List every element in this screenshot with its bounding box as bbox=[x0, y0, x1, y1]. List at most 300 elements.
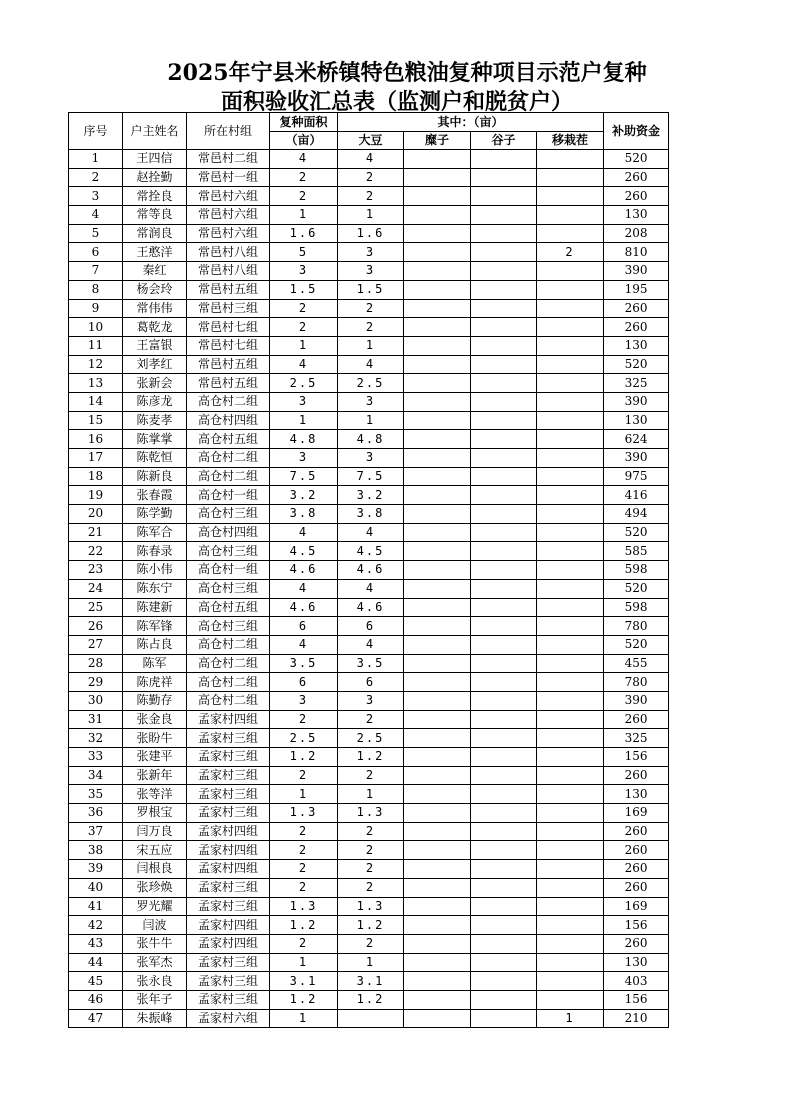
table-row bbox=[69, 299, 669, 318]
cell-area: 4.6 bbox=[270, 561, 338, 580]
document-title-line2: 面积验收汇总表（监测户和脱贫户） bbox=[220, 89, 573, 115]
table-row bbox=[69, 860, 669, 879]
cell-name: 常润良 bbox=[123, 224, 187, 243]
cell-transplant bbox=[537, 299, 604, 318]
cell-name: 陈军 bbox=[123, 654, 187, 673]
cell-area: 1 bbox=[270, 336, 338, 355]
cell-millet-mz bbox=[404, 579, 471, 598]
cell-transplant bbox=[537, 990, 604, 1009]
table-row bbox=[69, 729, 669, 748]
table-row bbox=[69, 243, 669, 262]
cell-soy: 1 bbox=[338, 953, 404, 972]
table-body bbox=[69, 150, 669, 1028]
cell-area: 2 bbox=[270, 841, 338, 860]
cell-soy: 4.6 bbox=[338, 598, 404, 617]
cell-name: 王四信 bbox=[123, 150, 187, 169]
header-seq: 序号 bbox=[69, 113, 123, 150]
cell-name: 常伟伟 bbox=[123, 299, 187, 318]
cell-millet-mz bbox=[404, 374, 471, 393]
cell-millet-mz bbox=[404, 841, 471, 860]
cell-soy: 4.6 bbox=[338, 561, 404, 580]
header-area-unit: （亩） bbox=[270, 132, 338, 150]
cell-millet-mz bbox=[404, 561, 471, 580]
cell-transplant bbox=[537, 804, 604, 823]
cell-millet-mz bbox=[404, 804, 471, 823]
cell-village: 高仓村二组 bbox=[187, 673, 270, 692]
cell-area: 3.1 bbox=[270, 972, 338, 991]
cell-transplant bbox=[537, 897, 604, 916]
cell-seq: 31 bbox=[69, 710, 123, 729]
cell-millet-gz bbox=[471, 766, 537, 785]
cell-transplant bbox=[537, 841, 604, 860]
cell-millet-gz bbox=[471, 168, 537, 187]
cell-millet-mz bbox=[404, 748, 471, 767]
cell-name: 闫波 bbox=[123, 916, 187, 935]
cell-area: 6 bbox=[270, 617, 338, 636]
cell-name: 张新会 bbox=[123, 374, 187, 393]
cell-millet-mz bbox=[404, 318, 471, 337]
cell-transplant bbox=[537, 710, 604, 729]
cell-transplant bbox=[537, 617, 604, 636]
cell-transplant bbox=[537, 878, 604, 897]
cell-subsidy: 598 bbox=[604, 561, 669, 580]
cell-soy: 3.1 bbox=[338, 972, 404, 991]
cell-transplant bbox=[537, 411, 604, 430]
cell-seq: 34 bbox=[69, 766, 123, 785]
cell-millet-mz bbox=[404, 542, 471, 561]
cell-transplant bbox=[537, 579, 604, 598]
cell-seq: 3 bbox=[69, 187, 123, 206]
cell-village: 高仓村一组 bbox=[187, 561, 270, 580]
cell-name: 常等良 bbox=[123, 206, 187, 225]
table-row bbox=[69, 206, 669, 225]
cell-soy: 3 bbox=[338, 262, 404, 281]
cell-village: 常邑村七组 bbox=[187, 336, 270, 355]
cell-millet-gz bbox=[471, 467, 537, 486]
cell-soy: 7.5 bbox=[338, 467, 404, 486]
cell-millet-mz bbox=[404, 449, 471, 468]
cell-soy: 2 bbox=[338, 187, 404, 206]
cell-name: 陈占良 bbox=[123, 635, 187, 654]
cell-seq: 29 bbox=[69, 673, 123, 692]
cell-millet-mz bbox=[404, 168, 471, 187]
cell-millet-mz bbox=[404, 766, 471, 785]
table-row bbox=[69, 168, 669, 187]
cell-area: 1 bbox=[270, 1009, 338, 1028]
cell-millet-gz bbox=[471, 224, 537, 243]
cell-seq: 18 bbox=[69, 467, 123, 486]
cell-subsidy: 169 bbox=[604, 897, 669, 916]
cell-soy: 2 bbox=[338, 766, 404, 785]
table-row bbox=[69, 598, 669, 617]
cell-subsidy: 325 bbox=[604, 729, 669, 748]
cell-transplant bbox=[537, 150, 604, 169]
cell-village: 孟家村四组 bbox=[187, 860, 270, 879]
header-transplant: 移栽茬 bbox=[537, 132, 604, 150]
cell-village: 孟家村六组 bbox=[187, 1009, 270, 1028]
cell-transplant bbox=[537, 374, 604, 393]
table-row bbox=[69, 878, 669, 897]
cell-millet-gz bbox=[471, 897, 537, 916]
cell-millet-mz bbox=[404, 187, 471, 206]
cell-subsidy: 390 bbox=[604, 262, 669, 281]
cell-subsidy: 260 bbox=[604, 860, 669, 879]
cell-millet-gz bbox=[471, 822, 537, 841]
cell-area: 1.2 bbox=[270, 916, 338, 935]
cell-village: 孟家村三组 bbox=[187, 953, 270, 972]
cell-soy: 4 bbox=[338, 579, 404, 598]
cell-millet-mz bbox=[404, 224, 471, 243]
cell-transplant bbox=[537, 953, 604, 972]
cell-seq: 44 bbox=[69, 953, 123, 972]
cell-subsidy: 156 bbox=[604, 916, 669, 935]
cell-subsidy: 260 bbox=[604, 187, 669, 206]
cell-area: 2 bbox=[270, 766, 338, 785]
cell-millet-gz bbox=[471, 336, 537, 355]
cell-village: 常邑村一组 bbox=[187, 168, 270, 187]
cell-millet-gz bbox=[471, 953, 537, 972]
cell-village: 高仓村五组 bbox=[187, 598, 270, 617]
cell-subsidy: 520 bbox=[604, 523, 669, 542]
cell-name: 张年子 bbox=[123, 990, 187, 1009]
cell-soy: 3 bbox=[338, 691, 404, 710]
cell-soy: 1.2 bbox=[338, 990, 404, 1009]
cell-transplant bbox=[537, 598, 604, 617]
cell-soy: 3.2 bbox=[338, 486, 404, 505]
cell-area: 7.5 bbox=[270, 467, 338, 486]
cell-millet-gz bbox=[471, 262, 537, 281]
cell-millet-gz bbox=[471, 430, 537, 449]
cell-millet-mz bbox=[404, 243, 471, 262]
cell-millet-gz bbox=[471, 561, 537, 580]
cell-village: 孟家村四组 bbox=[187, 710, 270, 729]
cell-village: 常邑村二组 bbox=[187, 150, 270, 169]
cell-soy bbox=[338, 1009, 404, 1028]
cell-seq: 8 bbox=[69, 280, 123, 299]
cell-name: 陈春录 bbox=[123, 542, 187, 561]
cell-subsidy: 325 bbox=[604, 374, 669, 393]
cell-subsidy: 598 bbox=[604, 598, 669, 617]
cell-soy: 4 bbox=[338, 635, 404, 654]
summary-table bbox=[68, 112, 669, 1028]
cell-soy: 3.5 bbox=[338, 654, 404, 673]
cell-name: 张永良 bbox=[123, 972, 187, 991]
cell-name: 张军杰 bbox=[123, 953, 187, 972]
cell-millet-gz bbox=[471, 318, 537, 337]
cell-transplant bbox=[537, 187, 604, 206]
cell-subsidy: 260 bbox=[604, 168, 669, 187]
cell-subsidy: 390 bbox=[604, 392, 669, 411]
cell-subsidy: 169 bbox=[604, 804, 669, 823]
cell-name: 陈建新 bbox=[123, 598, 187, 617]
cell-transplant bbox=[537, 748, 604, 767]
document-title-line1: 2025年宁县米桥镇特色粮油复种项目示范户复种 bbox=[167, 60, 647, 86]
cell-soy: 2 bbox=[338, 822, 404, 841]
cell-millet-gz bbox=[471, 1009, 537, 1028]
cell-name: 常拴良 bbox=[123, 187, 187, 206]
cell-village: 高仓村二组 bbox=[187, 654, 270, 673]
cell-village: 常邑村六组 bbox=[187, 206, 270, 225]
cell-transplant bbox=[537, 822, 604, 841]
cell-name: 罗光耀 bbox=[123, 897, 187, 916]
cell-area: 1.3 bbox=[270, 897, 338, 916]
cell-area: 4.5 bbox=[270, 542, 338, 561]
cell-name: 陈新良 bbox=[123, 467, 187, 486]
cell-transplant bbox=[537, 318, 604, 337]
cell-seq: 9 bbox=[69, 299, 123, 318]
cell-soy: 2 bbox=[338, 934, 404, 953]
table-row bbox=[69, 392, 669, 411]
cell-subsidy: 780 bbox=[604, 617, 669, 636]
cell-village: 常邑村六组 bbox=[187, 187, 270, 206]
cell-subsidy: 494 bbox=[604, 505, 669, 524]
cell-seq: 25 bbox=[69, 598, 123, 617]
cell-village: 高仓村四组 bbox=[187, 523, 270, 542]
cell-subsidy: 455 bbox=[604, 654, 669, 673]
table-row bbox=[69, 654, 669, 673]
cell-area: 1.3 bbox=[270, 804, 338, 823]
cell-area: 2 bbox=[270, 318, 338, 337]
table-row bbox=[69, 748, 669, 767]
cell-subsidy: 403 bbox=[604, 972, 669, 991]
cell-area: 2 bbox=[270, 710, 338, 729]
cell-transplant bbox=[537, 505, 604, 524]
cell-transplant bbox=[537, 280, 604, 299]
table-row bbox=[69, 150, 669, 169]
cell-subsidy: 195 bbox=[604, 280, 669, 299]
cell-name: 张春霞 bbox=[123, 486, 187, 505]
cell-village: 常邑村三组 bbox=[187, 299, 270, 318]
cell-soy: 3 bbox=[338, 449, 404, 468]
cell-village: 常邑村八组 bbox=[187, 243, 270, 262]
table-row bbox=[69, 262, 669, 281]
cell-seq: 33 bbox=[69, 748, 123, 767]
cell-area: 2 bbox=[270, 822, 338, 841]
cell-millet-mz bbox=[404, 467, 471, 486]
cell-area: 2.5 bbox=[270, 729, 338, 748]
cell-subsidy: 585 bbox=[604, 542, 669, 561]
cell-village: 高仓村三组 bbox=[187, 505, 270, 524]
cell-millet-gz bbox=[471, 280, 537, 299]
cell-area: 2 bbox=[270, 299, 338, 318]
cell-soy: 1.2 bbox=[338, 916, 404, 935]
cell-millet-gz bbox=[471, 187, 537, 206]
table-row bbox=[69, 374, 669, 393]
cell-millet-mz bbox=[404, 411, 471, 430]
cell-millet-gz bbox=[471, 150, 537, 169]
cell-seq: 21 bbox=[69, 523, 123, 542]
cell-area: 2.5 bbox=[270, 374, 338, 393]
cell-seq: 36 bbox=[69, 804, 123, 823]
cell-area: 2 bbox=[270, 860, 338, 879]
cell-village: 高仓村三组 bbox=[187, 579, 270, 598]
cell-transplant bbox=[537, 729, 604, 748]
cell-subsidy: 130 bbox=[604, 785, 669, 804]
cell-village: 孟家村四组 bbox=[187, 934, 270, 953]
cell-village: 高仓村三组 bbox=[187, 617, 270, 636]
table-row bbox=[69, 486, 669, 505]
cell-millet-mz bbox=[404, 691, 471, 710]
cell-millet-gz bbox=[471, 841, 537, 860]
cell-millet-mz bbox=[404, 1009, 471, 1028]
cell-millet-mz bbox=[404, 860, 471, 879]
cell-village: 高仓村二组 bbox=[187, 691, 270, 710]
cell-village: 常邑村八组 bbox=[187, 262, 270, 281]
cell-millet-gz bbox=[471, 505, 537, 524]
cell-area: 4.8 bbox=[270, 430, 338, 449]
cell-area: 1.6 bbox=[270, 224, 338, 243]
cell-name: 陈掌掌 bbox=[123, 430, 187, 449]
table-row bbox=[69, 953, 669, 972]
cell-soy: 1.2 bbox=[338, 748, 404, 767]
cell-millet-mz bbox=[404, 673, 471, 692]
cell-transplant bbox=[537, 654, 604, 673]
cell-subsidy: 260 bbox=[604, 934, 669, 953]
cell-name: 张新年 bbox=[123, 766, 187, 785]
table-row bbox=[69, 187, 669, 206]
cell-seq: 16 bbox=[69, 430, 123, 449]
cell-village: 高仓村三组 bbox=[187, 542, 270, 561]
cell-village: 孟家村三组 bbox=[187, 972, 270, 991]
cell-millet-gz bbox=[471, 486, 537, 505]
cell-soy: 2 bbox=[338, 860, 404, 879]
cell-subsidy: 520 bbox=[604, 635, 669, 654]
cell-millet-mz bbox=[404, 934, 471, 953]
cell-soy: 1.6 bbox=[338, 224, 404, 243]
cell-area: 1 bbox=[270, 411, 338, 430]
cell-area: 4 bbox=[270, 579, 338, 598]
cell-transplant: 2 bbox=[537, 243, 604, 262]
cell-millet-gz bbox=[471, 206, 537, 225]
cell-millet-mz bbox=[404, 635, 471, 654]
cell-transplant: 1 bbox=[537, 1009, 604, 1028]
cell-seq: 41 bbox=[69, 897, 123, 916]
cell-soy: 1 bbox=[338, 336, 404, 355]
cell-millet-gz bbox=[471, 710, 537, 729]
table-row bbox=[69, 785, 669, 804]
cell-soy: 1 bbox=[338, 411, 404, 430]
cell-millet-mz bbox=[404, 206, 471, 225]
table-row bbox=[69, 318, 669, 337]
header-subsidy: 补助资金 bbox=[604, 113, 669, 150]
cell-transplant bbox=[537, 972, 604, 991]
cell-millet-gz bbox=[471, 878, 537, 897]
cell-area: 3 bbox=[270, 392, 338, 411]
cell-transplant bbox=[537, 691, 604, 710]
cell-village: 孟家村三组 bbox=[187, 804, 270, 823]
cell-transplant bbox=[537, 542, 604, 561]
cell-transplant bbox=[537, 168, 604, 187]
table-row bbox=[69, 841, 669, 860]
cell-seq: 6 bbox=[69, 243, 123, 262]
cell-seq: 14 bbox=[69, 392, 123, 411]
table-row bbox=[69, 916, 669, 935]
cell-seq: 40 bbox=[69, 878, 123, 897]
cell-millet-mz bbox=[404, 505, 471, 524]
cell-seq: 15 bbox=[69, 411, 123, 430]
cell-name: 朱振峰 bbox=[123, 1009, 187, 1028]
cell-transplant bbox=[537, 355, 604, 374]
cell-millet-mz bbox=[404, 598, 471, 617]
cell-area: 4 bbox=[270, 355, 338, 374]
cell-millet-gz bbox=[471, 804, 537, 823]
cell-seq: 45 bbox=[69, 972, 123, 991]
cell-area: 5 bbox=[270, 243, 338, 262]
cell-village: 高仓村二组 bbox=[187, 449, 270, 468]
table-row bbox=[69, 523, 669, 542]
cell-millet-mz bbox=[404, 822, 471, 841]
cell-subsidy: 130 bbox=[604, 411, 669, 430]
cell-soy: 1 bbox=[338, 206, 404, 225]
cell-seq: 28 bbox=[69, 654, 123, 673]
cell-millet-mz bbox=[404, 299, 471, 318]
header-name: 户主姓名 bbox=[123, 113, 187, 150]
cell-name: 张珍焕 bbox=[123, 878, 187, 897]
cell-name: 秦红 bbox=[123, 262, 187, 281]
cell-subsidy: 260 bbox=[604, 766, 669, 785]
cell-area: 4 bbox=[270, 635, 338, 654]
cell-subsidy: 624 bbox=[604, 430, 669, 449]
cell-transplant bbox=[537, 336, 604, 355]
cell-village: 常邑村五组 bbox=[187, 355, 270, 374]
cell-area: 1.2 bbox=[270, 990, 338, 1009]
cell-millet-mz bbox=[404, 897, 471, 916]
cell-millet-gz bbox=[471, 374, 537, 393]
cell-transplant bbox=[537, 523, 604, 542]
cell-millet-mz bbox=[404, 523, 471, 542]
table-row bbox=[69, 804, 669, 823]
cell-millet-mz bbox=[404, 953, 471, 972]
cell-seq: 12 bbox=[69, 355, 123, 374]
table-row bbox=[69, 280, 669, 299]
header-among: 其中：（亩） bbox=[338, 113, 604, 132]
cell-seq: 24 bbox=[69, 579, 123, 598]
cell-seq: 27 bbox=[69, 635, 123, 654]
cell-subsidy: 780 bbox=[604, 673, 669, 692]
cell-transplant bbox=[537, 860, 604, 879]
cell-soy: 2 bbox=[338, 168, 404, 187]
cell-name: 闫根良 bbox=[123, 860, 187, 879]
cell-area: 3.5 bbox=[270, 654, 338, 673]
cell-seq: 39 bbox=[69, 860, 123, 879]
table-row bbox=[69, 934, 669, 953]
cell-millet-gz bbox=[471, 542, 537, 561]
cell-soy: 2 bbox=[338, 299, 404, 318]
cell-seq: 35 bbox=[69, 785, 123, 804]
cell-soy: 1.5 bbox=[338, 280, 404, 299]
cell-soy: 2 bbox=[338, 710, 404, 729]
cell-soy: 2 bbox=[338, 318, 404, 337]
table-row bbox=[69, 990, 669, 1009]
header-millet-mz: 糜子 bbox=[404, 132, 471, 150]
cell-millet-gz bbox=[471, 785, 537, 804]
table-row bbox=[69, 467, 669, 486]
table-row bbox=[69, 449, 669, 468]
table-row bbox=[69, 691, 669, 710]
cell-subsidy: 416 bbox=[604, 486, 669, 505]
cell-village: 高仓村五组 bbox=[187, 430, 270, 449]
cell-millet-gz bbox=[471, 916, 537, 935]
cell-name: 刘孝红 bbox=[123, 355, 187, 374]
cell-millet-mz bbox=[404, 355, 471, 374]
cell-seq: 42 bbox=[69, 916, 123, 935]
cell-subsidy: 130 bbox=[604, 953, 669, 972]
cell-area: 2 bbox=[270, 168, 338, 187]
cell-millet-mz bbox=[404, 710, 471, 729]
cell-village: 孟家村三组 bbox=[187, 748, 270, 767]
cell-subsidy: 975 bbox=[604, 467, 669, 486]
cell-subsidy: 520 bbox=[604, 355, 669, 374]
